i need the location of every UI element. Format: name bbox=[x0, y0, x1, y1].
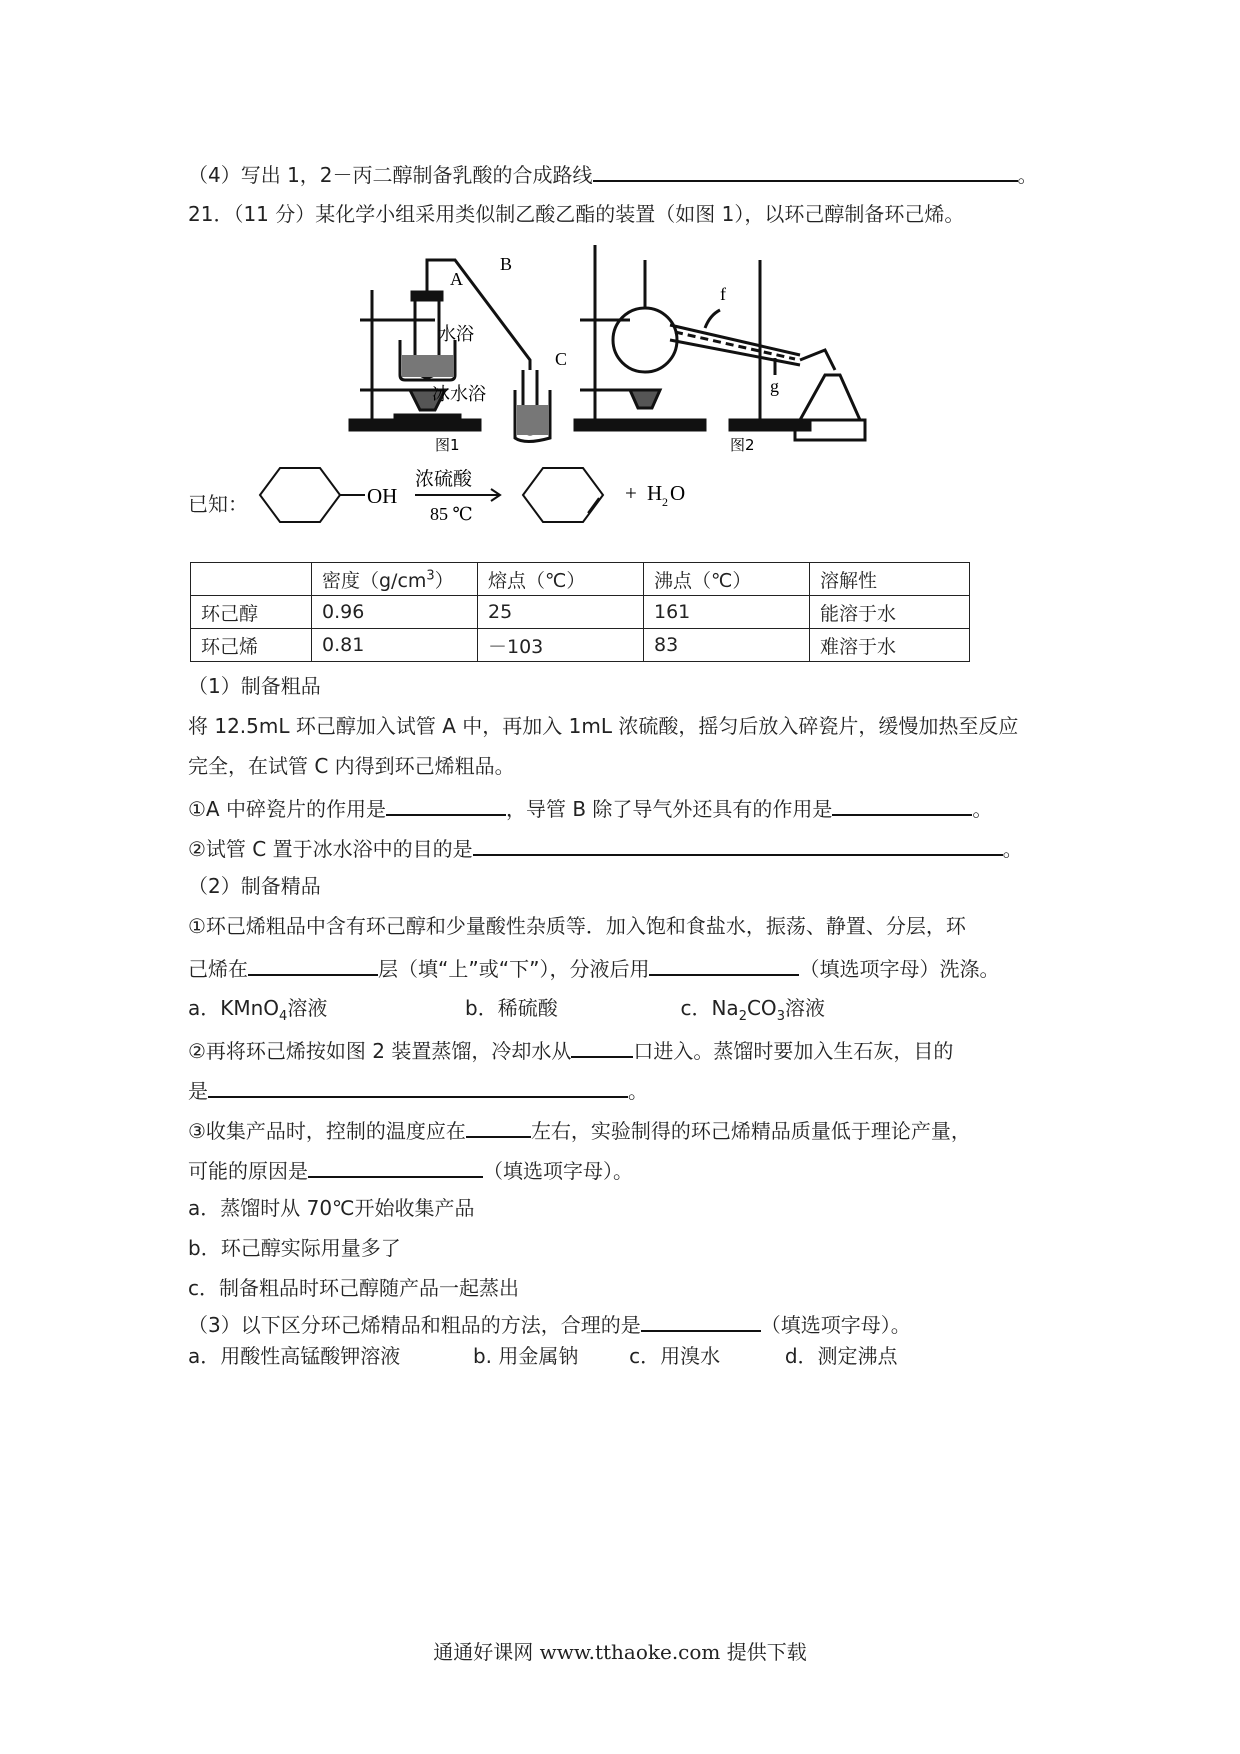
table-row bbox=[191, 596, 970, 629]
table-cell: 0.81 bbox=[312, 629, 478, 662]
part2-para1: ①环己烯粗品中含有环己醇和少量酸性杂质等．加入饱和食盐水，振荡、静置、分层，环 bbox=[188, 914, 966, 938]
part2-para2-text-b: 层（填“上”或“下”），分液后用 bbox=[378, 957, 650, 981]
table-header-cell: 溶解性 bbox=[810, 563, 970, 596]
part3-end: （填选项字母）。 bbox=[760, 1313, 911, 1337]
table-header-cell: 熔点（℃） bbox=[478, 563, 644, 596]
fig1-label-c: C bbox=[555, 349, 568, 369]
part2-inlet-blank[interactable] bbox=[571, 1034, 633, 1058]
part2-q2-cont bbox=[188, 1074, 648, 1105]
part3-question bbox=[188, 1308, 911, 1339]
part1-q1-end: 。 bbox=[972, 797, 993, 821]
part1-q1-text-a: ①A 中碎瓷片的作用是 bbox=[188, 797, 386, 821]
fig1-water-bath-label: 水浴 bbox=[438, 324, 474, 345]
water-h: H bbox=[647, 481, 663, 505]
q4-answer-blank[interactable] bbox=[593, 158, 1018, 182]
reaction-equation bbox=[255, 458, 715, 533]
density-header-close: ） bbox=[434, 569, 454, 592]
part1-q1-blank-1[interactable] bbox=[386, 792, 506, 816]
catalyst-label: 浓硫酸 bbox=[415, 468, 473, 490]
part2-q3-text-c: 可能的原因是 bbox=[188, 1159, 308, 1183]
part2-title: （2）制备精品 bbox=[188, 874, 321, 898]
fig1-caption: 图1 bbox=[435, 436, 460, 454]
page-footer: 通通好课网 www.tthaoke.com 提供下载 bbox=[433, 1640, 807, 1664]
table-cell: 0.96 bbox=[312, 596, 478, 629]
part2-reason-c: c．制备粗品时环己醇随产品一起蒸出 bbox=[188, 1276, 519, 1300]
q4-end: 。 bbox=[1017, 163, 1038, 187]
temperature-label: 85 ℃ bbox=[430, 504, 473, 524]
part2-q2 bbox=[188, 1034, 953, 1065]
part1-q1 bbox=[188, 792, 992, 823]
part2-option-a: a．KMnO$_4$溶液 bbox=[188, 996, 328, 1024]
part2-para2-text-c: （填选项字母）洗涤。 bbox=[799, 957, 1000, 981]
part2-q2-text-b: 口进入。蒸馏时要加入生石灰，目的 bbox=[633, 1039, 954, 1063]
part2-q3-text-d: （填选项字母）。 bbox=[483, 1159, 633, 1183]
table-row bbox=[191, 629, 970, 662]
table-cell: 环己烯 bbox=[191, 629, 312, 662]
part1-q2-text: ②试管 C 置于冰水浴中的目的是 bbox=[188, 837, 473, 861]
fig1-ice-bath-label: 冰水浴 bbox=[432, 384, 486, 405]
table-cell: 能溶于水 bbox=[810, 596, 970, 629]
part2-q3-text-a: ③收集产品时，控制的温度应在 bbox=[188, 1119, 466, 1143]
table-header-row bbox=[191, 563, 970, 596]
q21-header: 21．（11 分）某化学小组采用类似制乙酸乙酯的装置（如图 1），以环己醇制备环己烯。 bbox=[188, 202, 965, 226]
part2-q3-cont bbox=[188, 1154, 633, 1185]
part2-lime-purpose-blank[interactable] bbox=[208, 1074, 628, 1098]
properties-table bbox=[190, 562, 970, 662]
part2-option-b: b．稀硫酸 bbox=[465, 996, 558, 1020]
part1-q2-blank[interactable] bbox=[473, 832, 1003, 856]
part2-q2-end: 。 bbox=[628, 1079, 648, 1103]
part2-option-c: c．$Na_2CO_3$溶液 bbox=[680, 996, 825, 1024]
part2-q3-text-b: 左右，实验制得的环己烯精品质量低于理论产量， bbox=[530, 1119, 971, 1143]
part2-reason-blank[interactable] bbox=[308, 1154, 483, 1178]
table-header-cell: 沸点（℃） bbox=[644, 563, 810, 596]
density-header-text: 密度（g/cm bbox=[322, 569, 427, 592]
part2-reason-b: b．环己醇实际用量多了 bbox=[188, 1236, 401, 1260]
q4-line bbox=[188, 158, 1038, 189]
water-sub: 2 bbox=[662, 495, 668, 509]
cyclohexanol-ring bbox=[260, 468, 340, 522]
part2-options bbox=[188, 994, 825, 1031]
fig1-label-a: A bbox=[450, 269, 463, 289]
part2-reason-a: a．蒸馏时从 70℃开始收集产品 bbox=[188, 1196, 475, 1220]
part3-blank[interactable] bbox=[641, 1308, 761, 1332]
part1-q2-end: 。 bbox=[1002, 837, 1023, 861]
part1-q2 bbox=[188, 832, 1023, 863]
table-cell: －103 bbox=[478, 629, 644, 662]
part2-para2 bbox=[188, 952, 999, 983]
table-cell: 25 bbox=[478, 596, 644, 629]
part3-options bbox=[188, 1342, 898, 1370]
fig1-label-b: B bbox=[500, 254, 513, 274]
part2-wash-blank[interactable] bbox=[649, 952, 799, 976]
known-label: 已知： bbox=[188, 492, 248, 516]
fig2-label-f: f bbox=[720, 284, 726, 304]
part2-para2-text-a: 己烯在 bbox=[188, 957, 248, 981]
q4-text: （4）写出 1，2－丙二醇制备乳酸的合成路线 bbox=[188, 163, 593, 187]
cyclohexene-ring bbox=[523, 468, 603, 522]
part3-option-c: c．用溴水 bbox=[629, 1344, 721, 1368]
fig2-label-g: g bbox=[770, 376, 779, 396]
part3-option-d: d．测定沸点 bbox=[784, 1344, 898, 1368]
density-header-sup: 3 bbox=[426, 568, 435, 584]
plus-sign: + bbox=[625, 481, 637, 505]
part2-q2-text-a: ②再将环己烯按如图 2 装置蒸馏，冷却水从 bbox=[188, 1039, 572, 1063]
fig2-caption: 图2 bbox=[730, 436, 755, 454]
table-cell: 161 bbox=[644, 596, 810, 629]
part2-temperature-blank[interactable] bbox=[466, 1114, 531, 1138]
part2-q3 bbox=[188, 1114, 971, 1145]
part3-option-b: b. 用金属钠 bbox=[472, 1344, 579, 1368]
figure-2-distillation bbox=[570, 240, 900, 460]
table-cell: 难溶于水 bbox=[810, 629, 970, 662]
table-header-cell bbox=[191, 563, 312, 596]
oh-group: OH bbox=[367, 484, 398, 508]
part1-q1-text-b: ，导管 B 除了导气外还具有的作用是 bbox=[505, 797, 833, 821]
part1-title: （1）制备粗品 bbox=[188, 674, 321, 698]
water-o: O bbox=[670, 481, 686, 505]
table-cell: 环己醇 bbox=[191, 596, 312, 629]
part3-text: （3）以下区分环己烯精品和粗品的方法，合理的是 bbox=[188, 1313, 641, 1337]
part1-para2: 完全，在试管 C 内得到环己烯粗品。 bbox=[188, 754, 515, 778]
part2-layer-blank[interactable] bbox=[248, 952, 378, 976]
part2-q2-text-c: 是 bbox=[188, 1079, 208, 1103]
table-header-density bbox=[312, 563, 478, 596]
part3-option-a: a．用酸性高锰酸钾溶液 bbox=[188, 1344, 401, 1368]
part1-para1: 将 12.5mL 环己醇加入试管 A 中，再加入 1mL 浓硫酸，摇匀后放入碎瓷片，缓慢加热至反应 bbox=[188, 714, 1019, 738]
table-cell: 83 bbox=[644, 629, 810, 662]
part1-q1-blank-2[interactable] bbox=[832, 792, 972, 816]
